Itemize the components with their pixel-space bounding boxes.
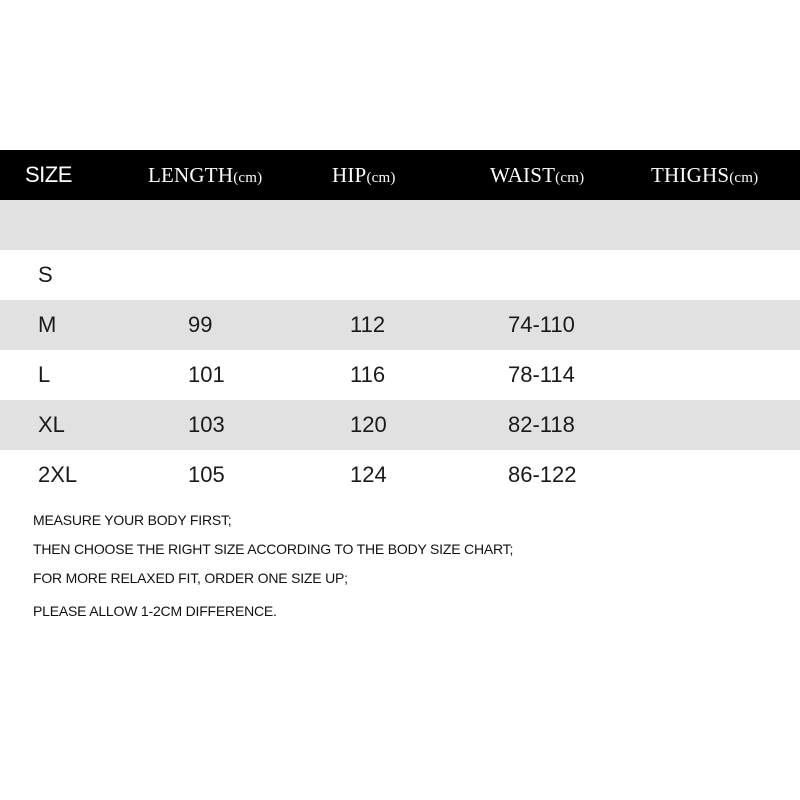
table-row — [0, 300, 800, 350]
header-unit: (cm) — [729, 170, 759, 186]
header-waist — [490, 150, 584, 200]
note-line: MEASURE YOUR BODY FIRST; — [33, 512, 232, 528]
waist-cell: 78-114 — [508, 362, 575, 387]
length-cell: 99 — [188, 312, 213, 337]
note-line: PLEASE ALLOW 1-2CM DIFFERENCE. — [33, 603, 277, 619]
waist-cell: 74-110 — [508, 312, 575, 337]
size-cell: L — [38, 362, 51, 387]
size-cell: 2XL — [38, 462, 78, 487]
hip-cell: 116 — [350, 362, 386, 387]
hip-cell: 120 — [350, 412, 387, 437]
header-unit: (cm) — [366, 170, 396, 186]
table-row — [0, 350, 800, 400]
size-cell: M — [38, 312, 57, 337]
note-line: FOR MORE RELAXED FIT, ORDER ONE SIZE UP; — [33, 570, 348, 586]
length-cell: 101 — [188, 362, 225, 387]
hip-cell: 124 — [350, 462, 387, 487]
header-length — [148, 150, 262, 200]
header-label: THIGHS — [651, 163, 730, 187]
waist-cell: 82-118 — [508, 412, 575, 437]
size-cell: S — [38, 262, 53, 287]
note-line: THEN CHOOSE THE RIGHT SIZE ACCORDING TO THE BODY SIZE CHART; — [33, 541, 514, 557]
header-label: HIP — [332, 163, 367, 187]
table-row — [0, 250, 800, 300]
hip-cell: 112 — [350, 312, 386, 337]
header-thighs — [651, 150, 758, 200]
length-cell: 105 — [188, 462, 225, 487]
table-header-row — [0, 150, 800, 200]
header-unit: (cm) — [555, 170, 585, 186]
size-cell: XL — [38, 412, 65, 437]
sizing-notes — [33, 508, 773, 628]
table-row — [0, 450, 800, 500]
length-cell: 103 — [188, 412, 225, 437]
table-row — [0, 200, 800, 250]
header-size — [25, 150, 72, 200]
header-hip — [332, 150, 396, 200]
header-label: SIZE — [25, 162, 72, 187]
waist-cell: 86-122 — [508, 462, 577, 487]
header-label: LENGTH — [148, 163, 234, 187]
header-label: WAIST — [490, 163, 556, 187]
table-row — [0, 400, 800, 450]
size-table — [0, 150, 800, 500]
header-unit: (cm) — [233, 170, 263, 186]
